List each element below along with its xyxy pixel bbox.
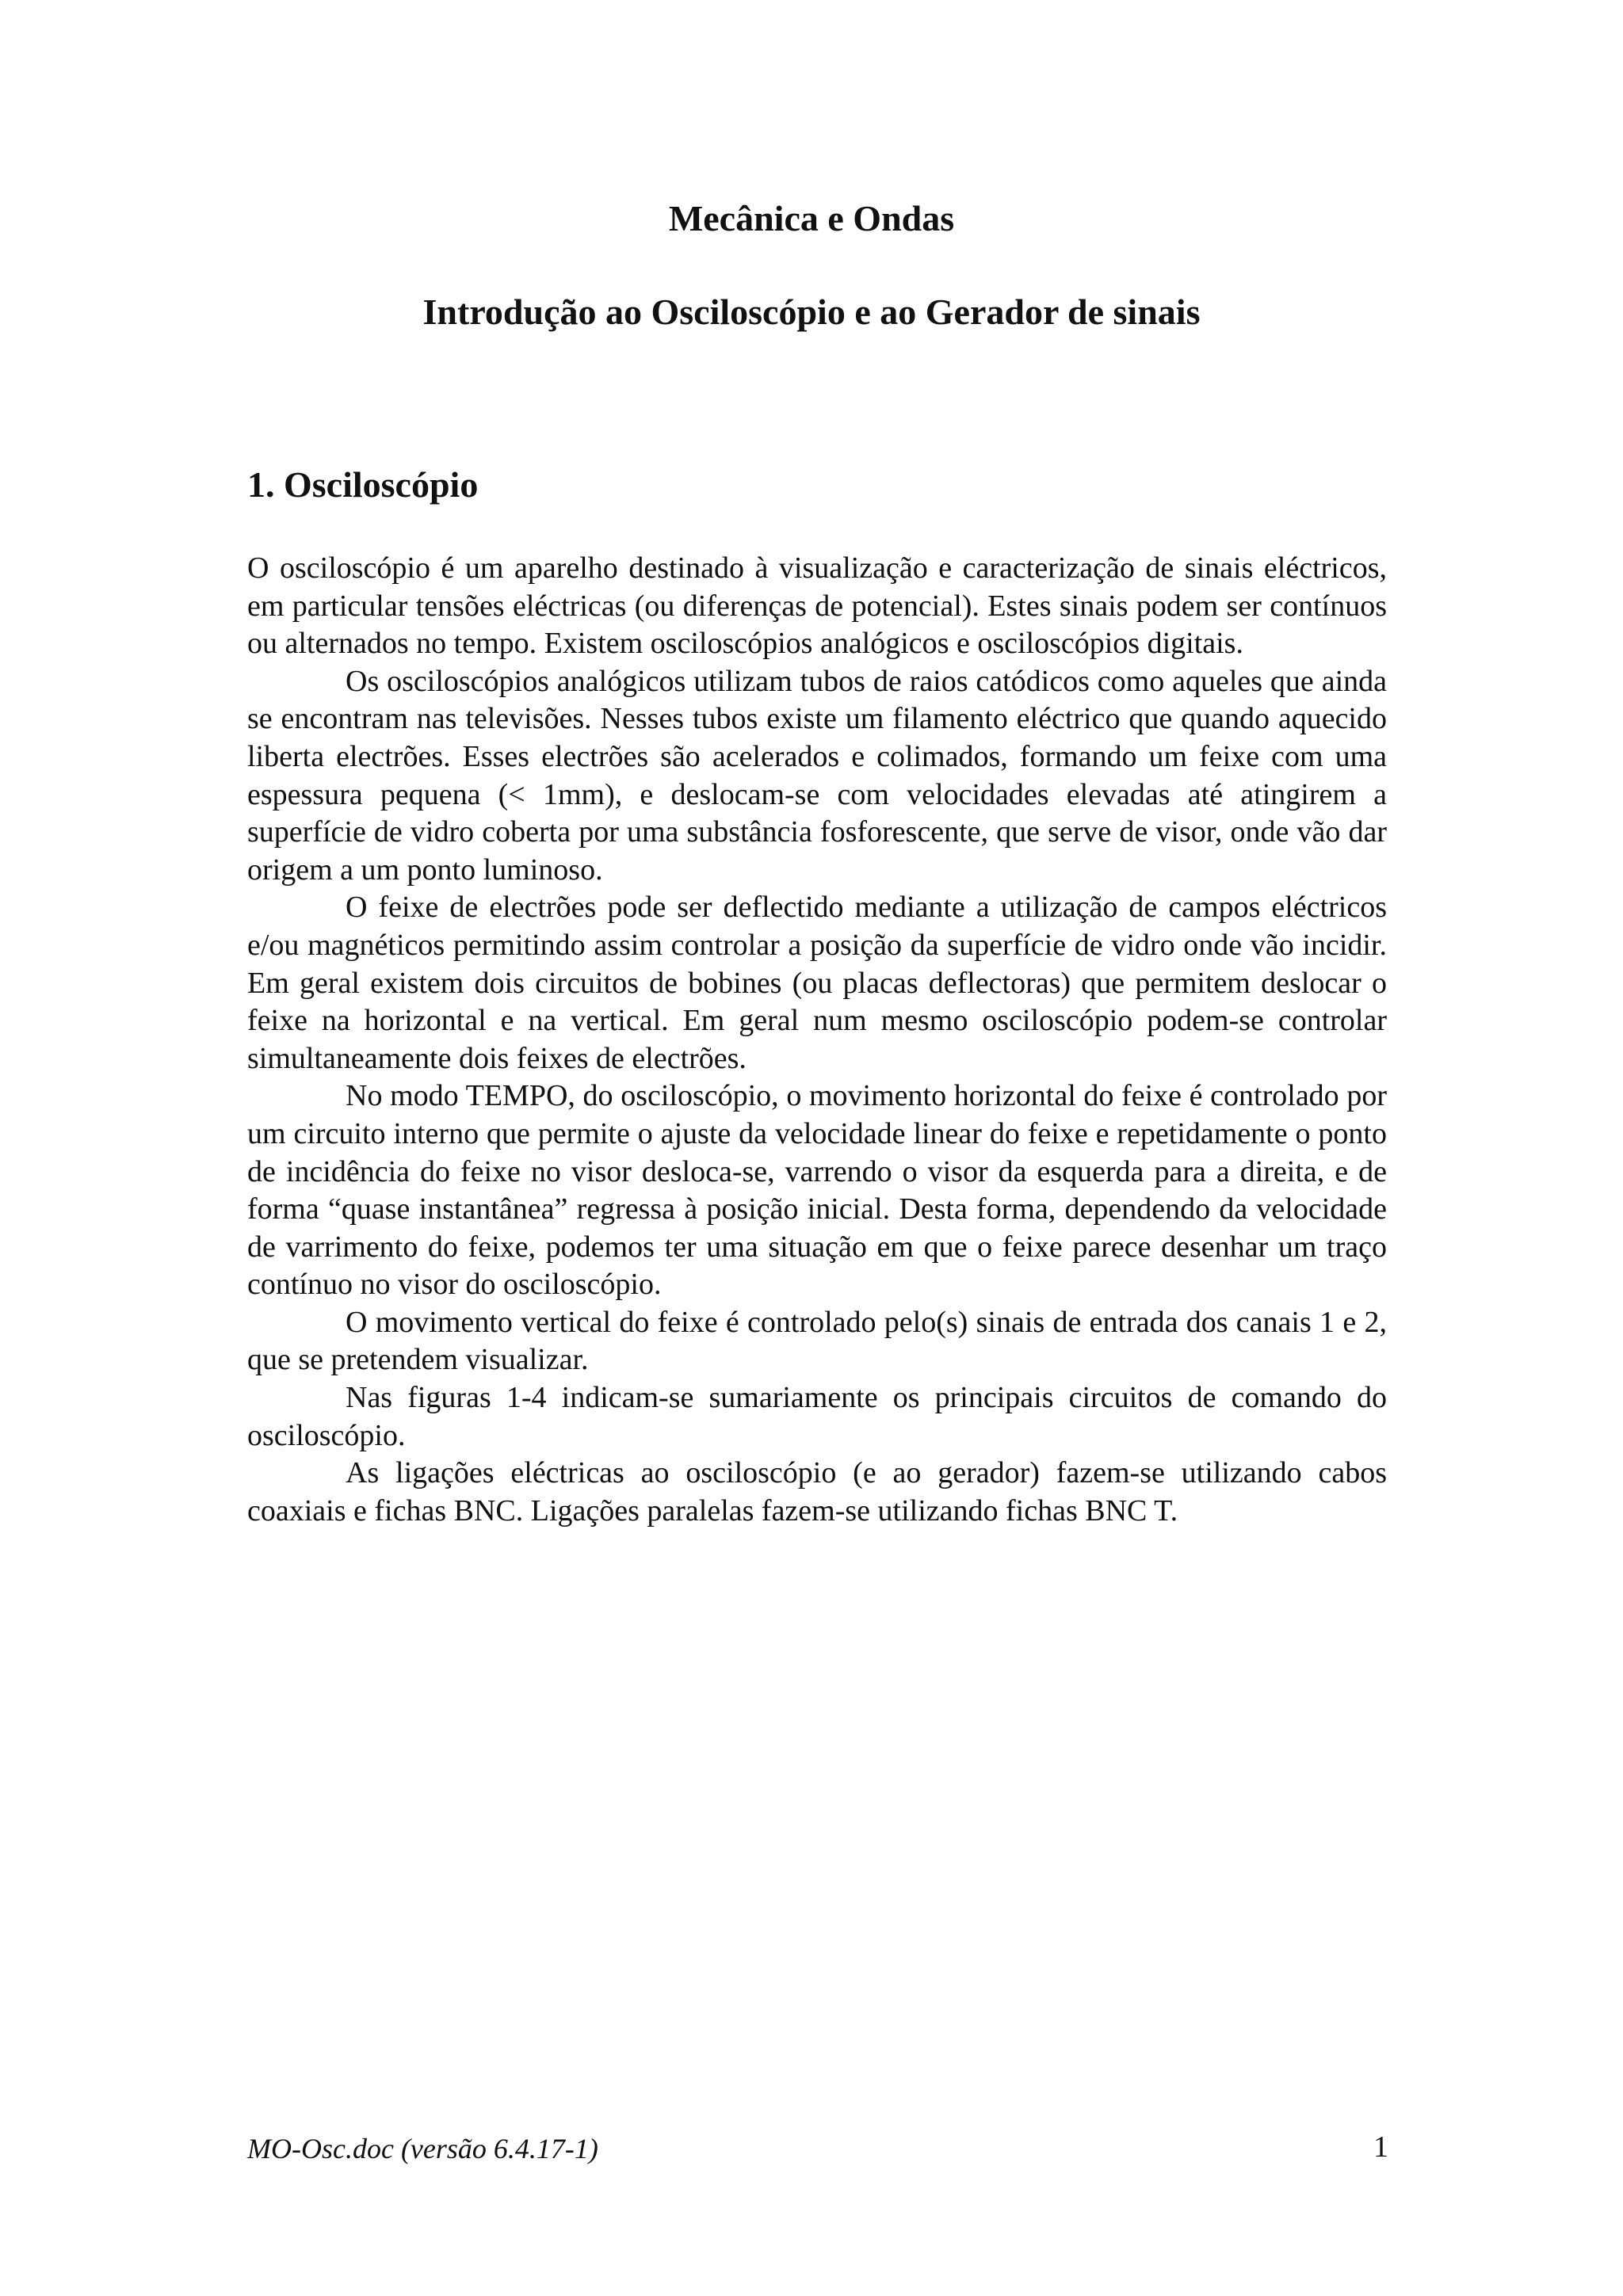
paragraph-6: Nas figuras 1-4 indicam-se sumariamente os principais circuitos de comando do osciloscópio. — [247, 1381, 1387, 1452]
paragraph-1: O osciloscópio é um aparelho destinado à visualização e caracterização de sinais eléctricos, em particular tensões eléctricas (ou diferenças de potencial). Estes sinais podem ser contínuos ou alternados no tempo. Existem osciloscópios analógicos e osciloscópios digitais. — [247, 551, 1387, 661]
paragraph-4: No modo TEMPO, do osciloscópio, o movimento horizontal do feixe é controlado por um circuito interno que permite o ajuste da velocidade linear do feixe e repetidamente o ponto de incidência do feixe no visor desloca-se, varrendo o visor da esquerda para a direita, e de forma “quase instantânea” regressa à posição inicial. Desta forma, dependendo da velocidade de varrimento do feixe, podemos ter uma situação em que o feixe parece desenhar um traço contínuo no visor do osciloscópio. — [247, 1079, 1387, 1302]
section-heading: 1. Osciloscópio — [247, 464, 479, 505]
paragraph-2: Os osciloscópios analógicos utilizam tubos de raios catódicos como aqueles que ainda se encontram nas televisões. Nesses tubos existe um filamento eléctrico que quando aquecido liberta electrões. Esses electrões são acelerados e colimados, formando um feixe com uma espessura pequena (< 1mm), e deslocam-se com velocidades elevadas até atingirem a superfície de vidro coberta por uma substância fosforescente, que serve de visor, onde vão dar origem a um ponto luminoso. — [247, 664, 1387, 887]
section-body — [247, 550, 1387, 1530]
paragraph-5: O movimento vertical do feixe é controlado pelo(s) sinais de entrada dos canais 1 e 2, que se pretendem visualizar. — [247, 1305, 1387, 1377]
paragraph-3: O feixe de electrões pode ser deflectido mediante a utilização de campos eléctricos e/ou magnéticos permitindo assim controlar a posição da superfície de vidro onde vão incidir. Em geral existem dois circuitos de bobines (ou placas deflectoras) que permitem deslocar o feixe na horizontal e na vertical. Em geral num mesmo osciloscópio podem-se controlar simultaneamente dois feixes de electrões. — [247, 891, 1387, 1075]
document-title: Mecânica e Ondas — [668, 198, 955, 238]
paragraph-7: As ligações eléctricas ao osciloscópio (e ao gerador) fazem-se utilizando cabos coaxiais e fichas BNC. Ligações paralelas fazem-se utilizando fichas BNC T. — [247, 1456, 1387, 1527]
footer-file-version: MO-Osc.doc (versão 6.4.17-1) — [247, 2133, 598, 2164]
document-subtitle: Introdução ao Osciloscópio e ao Gerador de sinais — [422, 292, 1201, 332]
footer-page-number: 1 — [1373, 2130, 1388, 2164]
